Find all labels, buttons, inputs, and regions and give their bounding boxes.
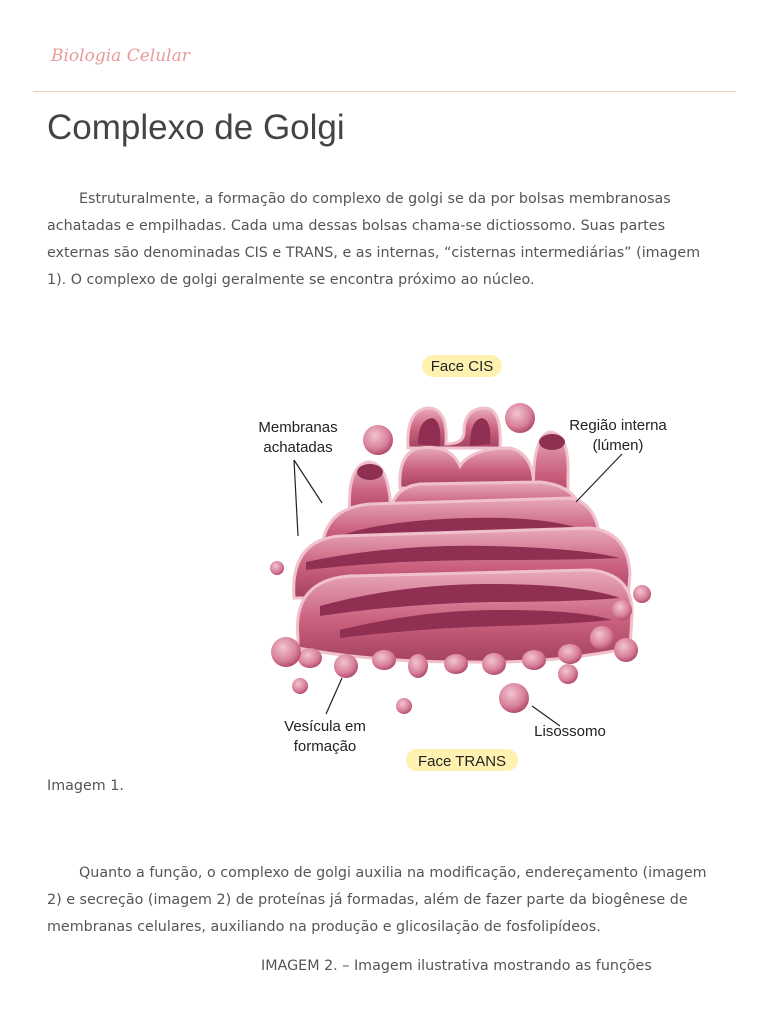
blog-title-link[interactable]: Biologia Celular [51, 46, 190, 66]
post-title: Complexo de Golgi [47, 108, 345, 147]
figure-caption-1: Imagem 1. [47, 778, 124, 794]
membranas-label-1: Membranas [258, 419, 338, 436]
face-cis-label: Face CIS [430, 358, 494, 375]
header-divider [33, 91, 736, 92]
regiao-label-1: Região interna [569, 417, 667, 434]
membranas-label-2: achatadas [263, 439, 333, 456]
lisossomo-label: Lisossomo [534, 723, 606, 740]
post-paragraph-2: Quanto a função, o complexo de golgi auxilia na modificação, endereçamento (imagem 2) e secreção (imagem 2) de proteínas já formadas, além de fazer parte da biogênese de membranas celulares, auxiliando na produção e glicosilação de fosfolipídeos. [47, 865, 707, 935]
regiao-label-2: (lúmen) [592, 437, 644, 454]
figure-caption-2: IMAGEM 2. – Imagem ilustrativa mostrando as funções [261, 958, 652, 974]
vesicula-label-1: Vesícula em [284, 718, 366, 735]
golgi-illustration [250, 348, 690, 778]
vesicula-label-2: formação [293, 738, 357, 755]
post-paragraph-1: Estruturalmente, a formação do complexo de golgi se da por bolsas membranosas achatadas e empilhadas. Cada uma dessas bolsas chama-se dictiossomo. Suas partes externas são denominadas CIS e TRANS, e as internas, “cisternas intermediárias” (imagem 1). O complexo de golgi geralmente se encontra próximo ao núcleo. [47, 191, 701, 288]
face-trans-label: Face TRANS [417, 753, 507, 770]
